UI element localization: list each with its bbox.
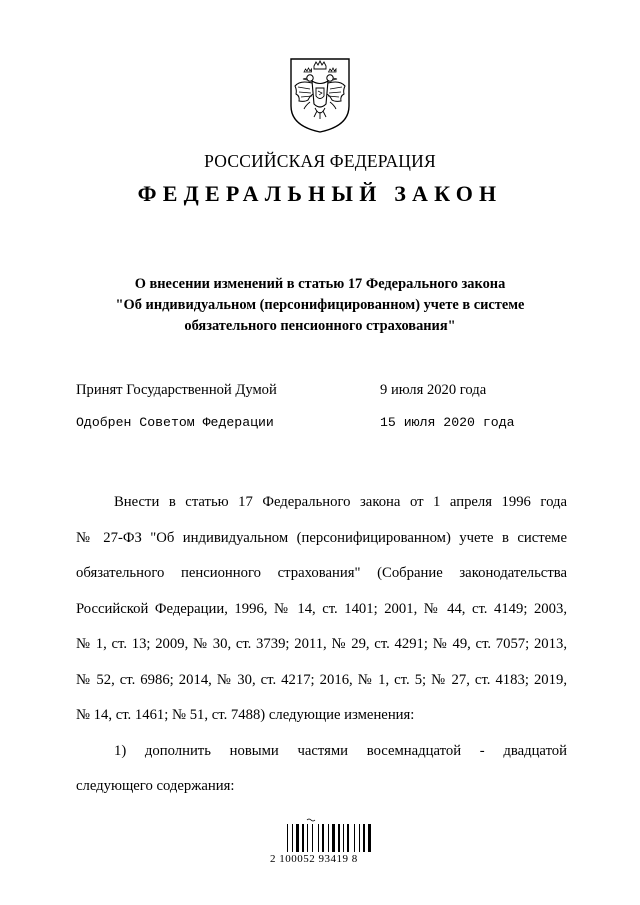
council-approval-label: Одобрен Советом Федерации [76,415,274,430]
body-line: обязательного пенсионного страхования" (Собрание законодательства [76,565,567,581]
barcode-number: 2 100052 93419 8 [270,853,358,865]
body-line: № 14, ст. 1461; № 51, ст. 7488) следующие изменения: [76,707,415,723]
law-type-heading: ФЕДЕРАЛЬНЫЙ ЗАКОН [137,181,503,206]
duma-adoption-label: Принят Государственной Думой [76,382,277,398]
body-line: № 52, ст. 6986; 2014, № 30, ст. 4217; 2016, № 1, ст. 5; № 27, ст. 4183; 2019, [76,671,567,688]
council-approval-date: 15 июля 2020 года [380,415,515,430]
law-title [0,274,640,337]
law-title-line: "Об индивидуальном (персонифицированном) учете в системе [115,297,525,313]
law-title-line: О внесении изменений в статью 17 Федерального закона [134,276,506,292]
body-line: № 27-ФЗ "Об индивидуальном (персонифицированном) учете в системе [76,529,567,546]
body-line: № 1, ст. 13; 2009, № 30, ст. 3739; 2011, № 29, ст. 4291; № 49, ст. 7057; 2013, [76,636,567,652]
body-line: Внести в статью 17 Федерального закона от 1 апреля 1996 года [114,494,567,510]
country-name: РОССИЙСКАЯ ФЕДЕРАЦИЯ [204,151,436,171]
coat-of-arms-icon [288,56,352,134]
law-title-line: обязательного пенсионного страхования" [184,318,456,334]
law-body [76,485,567,805]
body-line: 1) дополнить новыми частями восемнадцатой - двадцатой [114,742,567,759]
duma-adoption-date: 9 июля 2020 года [380,382,487,398]
body-line: Российской Федерации, 1996, № 14, ст. 1401; 2001, № 44, ст. 4149; 2003, [76,600,567,617]
barcode-icon [285,818,375,854]
body-line: следующего содержания: [76,778,235,794]
